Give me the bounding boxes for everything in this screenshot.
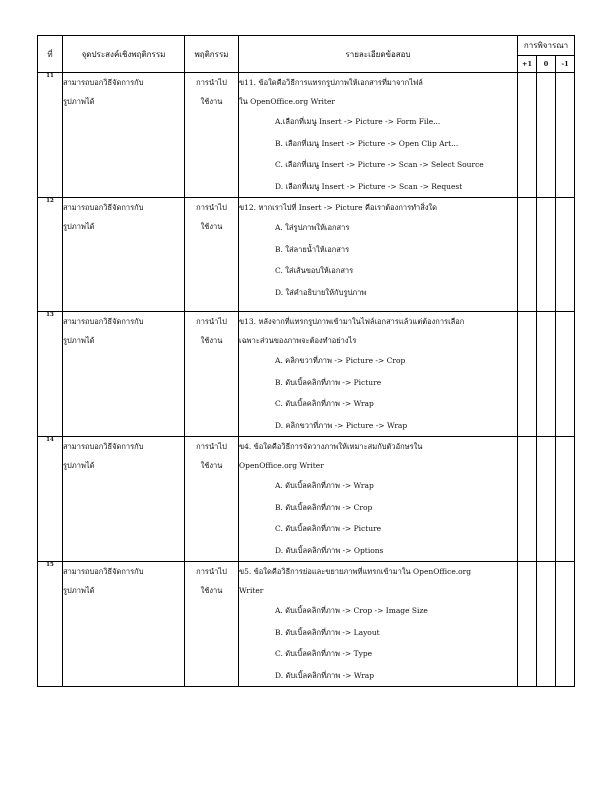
score-zero-cell [537,312,556,437]
choice-a: A. ใส่รูปภาพให้เอกสาร [275,223,350,232]
objective-cell [63,562,185,687]
score-minus-cell [556,437,575,562]
table-row [38,73,575,198]
score-plus-cell [518,73,537,198]
behavior-line: การนำไป [196,203,227,212]
question-cell [239,312,518,437]
choice-d: D. คลิกขวาที่ภาพ -> Picture -> Wrap [275,420,408,430]
question-text: ข12. หากเราไปที่ Insert -> Picture คือเราต้องการทำสิ่งใด [239,203,438,212]
choice-b: B. ดับเบิ้ลคลิกที่ภาพ -> Layout [275,627,380,637]
score-zero-cell [537,73,556,198]
score-plus-cell [518,198,537,312]
choice-a: A.เลือกที่เมนู Insert -> Picture -> Form File... [275,117,441,126]
score-plus-cell [518,312,537,437]
header-consideration: การพิจารณา [518,36,575,56]
score-zero-cell [537,562,556,687]
objective-cell [63,73,185,198]
objective-line: สามารถบอกวิธีจัดการกับ [63,442,144,451]
header-behavior: พฤติกรรม [185,36,239,73]
behavior-cell [185,562,239,687]
score-zero-cell [537,198,556,312]
objective-cell [63,198,185,312]
question-text: OpenOffice.org Writer [239,461,324,470]
objective-line: รูปภาพได้ [63,461,95,470]
header-no: ที่ [38,36,63,73]
score-plus-cell [518,437,537,562]
score-plus-cell [518,562,537,687]
item-number: 13 [38,312,63,437]
question-text: ข4. ข้อใดคือวิธีการจัดวางภาพให้เหมาะสมกับตัวอักษรใน [239,442,423,451]
behavior-line: การนำไป [196,442,227,451]
score-minus-cell [556,198,575,312]
objective-line: สามารถบอกวิธีจัดการกับ [63,203,144,212]
choice-b: B. เลือกที่เมนู Insert -> Picture -> Open Clip Art... [275,138,459,148]
choice-a: A. ดับเบิ้ลคลิกที่ภาพ -> Crop -> Image Size [275,606,428,615]
objective-line: สามารถบอกวิธีจัดการกับ [63,78,144,87]
question-text: เฉพาะส่วนของภาพจะต้องทำอย่างไร [239,336,357,345]
choice-c: C. ดับเบิ้ลคลิกที่ภาพ -> Picture [275,524,382,533]
item-number: 15 [38,562,63,687]
objective-cell [63,312,185,437]
table-row [38,562,575,687]
question-cell [239,437,518,562]
header-score-plus: +1 [518,56,537,73]
header-score-minus: -1 [556,56,575,73]
objective-line: สามารถบอกวิธีจัดการกับ [63,567,144,576]
header-objective: จุดประสงค์เชิงพฤติกรรม [63,36,185,73]
question-text: ข11. ข้อใดคือวิธีการแทรกรูปภาพให้เอกสารที่มาจากไฟล์ [239,78,423,87]
behavior-cell [185,312,239,437]
objective-line: รูปภาพได้ [63,222,95,231]
choice-a: A. ดับเบิ้ลคลิกที่ภาพ -> Wrap [275,481,374,490]
header-score-zero: 0 [537,56,556,73]
objective-cell [63,437,185,562]
behavior-cell [185,73,239,198]
choice-d: D. เลือกที่เมนู Insert -> Picture -> Scan -> Request [275,181,463,191]
objective-line: รูปภาพได้ [63,97,95,106]
score-minus-cell [556,562,575,687]
score-minus-cell [556,73,575,198]
question-cell [239,562,518,687]
behavior-line: ใช้งาน [200,222,223,231]
behavior-line: ใช้งาน [200,336,223,345]
behavior-cell [185,198,239,312]
question-text: ข5. ข้อใดคือวิธีการย่อและขยายภาพที่แทรกเข้ามาใน OpenOffice.org [239,567,472,576]
behavior-cell [185,437,239,562]
behavior-line: การนำไป [196,567,227,576]
question-text: ใน OpenOffice.org Writer [239,97,335,106]
behavior-line: ใช้งาน [200,97,223,106]
header-details: รายละเอียดข้อสอบ [239,36,518,73]
table-row [38,198,575,312]
item-number: 11 [38,73,63,198]
choice-c: C. ดับเบิ้ลคลิกที่ภาพ -> Type [275,649,373,658]
score-minus-cell [556,312,575,437]
exam-review-table [37,35,575,687]
choice-d: D. ดับเบิ้ลคลิกที่ภาพ -> Wrap [275,670,375,680]
choice-b: B. ใส่ลายน้ำให้เอกสาร [275,244,350,254]
table-row [38,437,575,562]
objective-line: สามารถบอกวิธีจัดการกับ [63,317,144,326]
behavior-line: การนำไป [196,78,227,87]
question-text: Writer [239,586,264,595]
behavior-line: การนำไป [196,317,227,326]
choice-b: B. ดับเบิ้ลคลิกที่ภาพ -> Picture [275,377,382,387]
objective-line: รูปภาพได้ [63,336,95,345]
score-zero-cell [537,437,556,562]
item-number: 12 [38,198,63,312]
behavior-line: ใช้งาน [200,586,223,595]
question-cell [239,198,518,312]
choice-b: B. ดับเบิ้ลคลิกที่ภาพ -> Crop [275,502,373,512]
question-text: ข13. หลังจากที่แทรกรูปภาพเข้ามาในไฟล์เอกสารแล้วแต่ต้องการเลือก [239,317,465,326]
choice-a: A. คลิกขวาที่ภาพ -> Picture -> Crop [275,356,406,365]
item-number: 14 [38,437,63,562]
choice-d: D. ใส่คำอธิบายให้กับรูปภาพ [275,287,367,297]
choice-d: D. ดับเบิ้ลคลิกที่ภาพ -> Options [275,545,384,555]
choice-c: C. เลือกที่เมนู Insert -> Picture -> Scan -> Select Source [275,160,484,169]
behavior-line: ใช้งาน [200,461,223,470]
question-cell [239,73,518,198]
choice-c: C. ใส่เส้นขอบให้เอกสาร [275,266,354,275]
choice-c: C. ดับเบิ้ลคลิกที่ภาพ -> Wrap [275,399,374,408]
table-row [38,312,575,437]
objective-line: รูปภาพได้ [63,586,95,595]
